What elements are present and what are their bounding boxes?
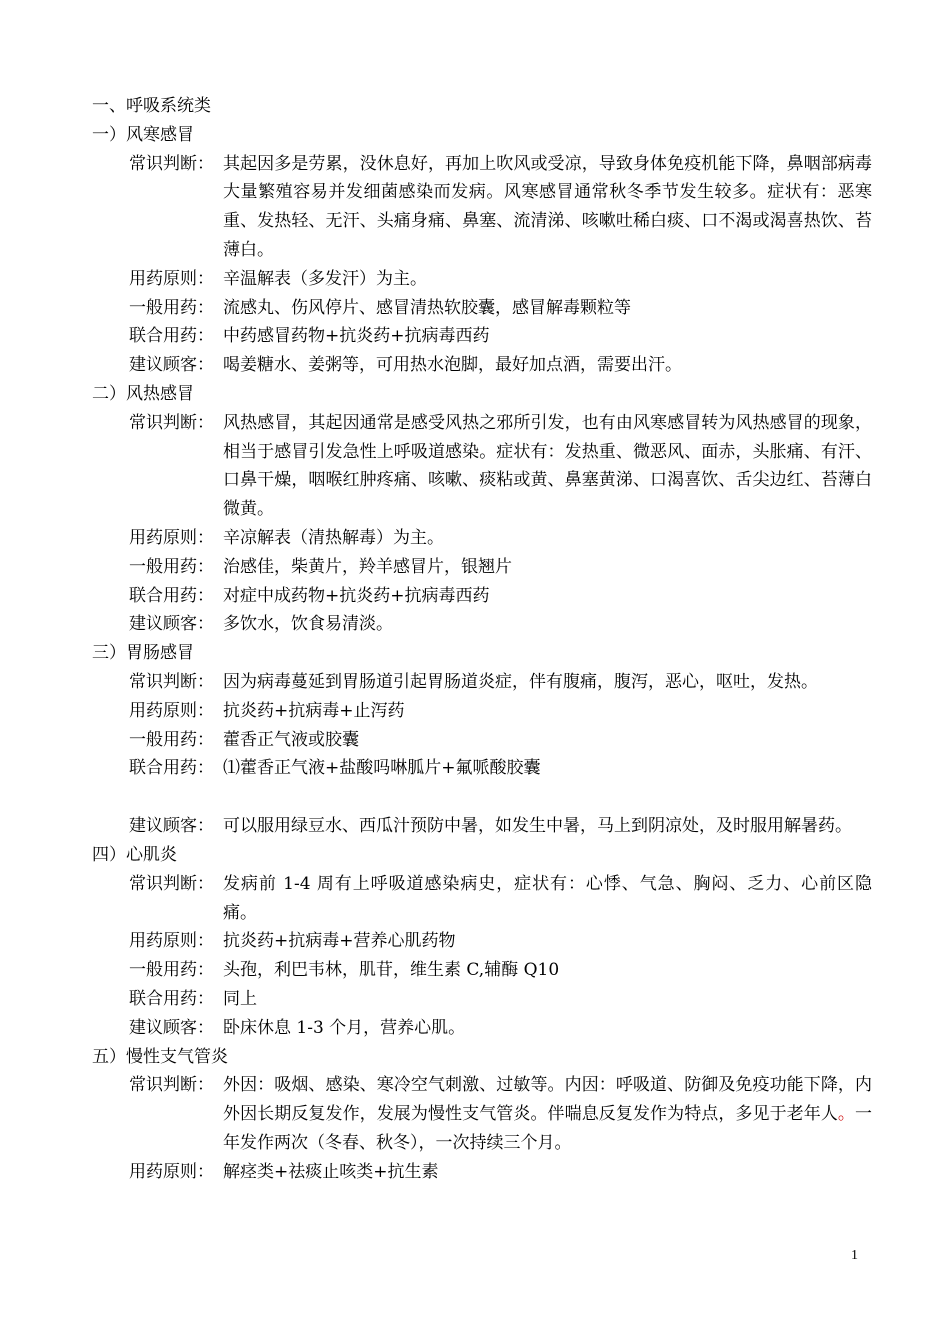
field-text-part: 外因：吸烟、感染、寒冷空气刺激、过敏等。内因：呼吸道、防御及免疫功能下降，内外因长期反复发作，发展为慢性支气管炎。伴喘息反复发作为特点，多见于老年人	[223, 1075, 872, 1125]
field-text: 可以服用绿豆水、西瓜汁预防中暑，如发生中暑，马上到阴凉处，及时服用解暑药。	[223, 816, 852, 837]
field-text-part: 一年发作两次（冬春、秋冬），一次持续三个月。	[223, 1104, 873, 1153]
field-text: 辛温解表（多发汗）为主。	[223, 268, 427, 289]
field-label: 常识判断：	[129, 412, 214, 433]
field-label: 用药原则：	[129, 700, 214, 721]
field-text: 抗炎药+抗病毒+止泻药	[223, 700, 405, 721]
field-text: ⑴藿香正气液+盐酸吗啉胍片+氟哌酸胶囊	[223, 758, 541, 779]
field-row	[129, 524, 872, 553]
field-label: 用药原则：	[129, 268, 214, 289]
field-row	[129, 1158, 872, 1187]
section-title: 一）风寒感冒	[92, 124, 194, 145]
field-text: 头孢，利巴韦林，肌苷，维生素 C,辅酶 Q10	[223, 960, 560, 981]
document-body	[92, 92, 872, 1186]
field-row	[129, 351, 872, 380]
field-label: 一般用药：	[129, 729, 214, 750]
field-label: 建议顾客：	[129, 355, 214, 376]
field-label: 建议顾客：	[129, 1017, 214, 1038]
field-label: 用药原则：	[129, 527, 214, 548]
chapter-heading: 一、呼吸系统类	[92, 96, 211, 116]
red-mark: 。	[837, 1104, 856, 1125]
field-row	[129, 870, 872, 928]
field-label: 常识判断：	[129, 153, 214, 174]
field-label: 一般用药：	[129, 960, 214, 981]
field-text: 藿香正气液或胶囊	[223, 729, 359, 750]
field-row	[129, 812, 872, 841]
field-row	[129, 668, 872, 697]
field-text: 发病前 1-4 周有上呼吸道感染病史，症状有：心悸、气急、胸闷、乏力、心前区隐痛。	[223, 873, 872, 923]
field-label: 联合用药：	[129, 585, 214, 606]
page-number: 1	[851, 1248, 858, 1263]
field-text: 解痉类+祛痰止咳类+抗生素	[223, 1161, 439, 1182]
field-row	[129, 610, 872, 639]
field-label: 常识判断：	[129, 671, 214, 692]
field-label: 联合用药：	[129, 758, 214, 779]
field-row	[129, 927, 872, 956]
field-row	[129, 150, 872, 265]
field-label: 一般用药：	[129, 556, 214, 577]
field-row	[129, 1014, 872, 1043]
field-text: 治感佳，柴黄片，羚羊感冒片，银翘片	[223, 556, 512, 577]
section-title: 三）胃肠感冒	[92, 643, 194, 664]
field-row	[129, 409, 872, 524]
field-label: 联合用药：	[129, 326, 214, 347]
field-text: 其起因多是劳累，没休息好，再加上吹风或受凉，导致身体免疫机能下降，鼻咽部病毒大量繁殖容易并发细菌感染而发病。风寒感冒通常秋冬季节发生较多。症状有：恶寒重、发热轻、无汗、头痛身痛、鼻塞、流清涕、咳嗽吐稀白痰、口不渴或渴喜热饮、苔薄白。	[223, 153, 872, 260]
field-label: 常识判断：	[129, 1075, 214, 1096]
field-label: 用药原则：	[129, 1161, 214, 1182]
field-text: 抗炎药+抗病毒+营养心肌药物	[223, 931, 456, 952]
field-row	[129, 985, 872, 1014]
field-text: 卧床休息 1-3 个月，营养心肌。	[223, 1017, 466, 1038]
field-text: 同上	[223, 988, 257, 1009]
field-row	[129, 294, 872, 323]
section-title: 四）心肌炎	[92, 844, 177, 865]
field-label: 建议顾客：	[129, 614, 214, 635]
field-row	[129, 582, 872, 611]
field-label: 用药原则：	[129, 931, 214, 952]
field-row	[129, 322, 872, 351]
field-text: 风热感冒，其起因通常是感受风热之邪所引发，也有由风寒感冒转为风热感冒的现象，相当于感冒引发急性上呼吸道感染。症状有：发热重、微恶风、面赤，头胀痛、有汗、口鼻干燥，咽喉红肿疼痛、咳嗽、痰粘或黄、鼻塞黄涕、口渴喜饮、舌尖边红、苔薄白微黄。	[223, 412, 872, 520]
field-row	[129, 265, 872, 294]
blank-line	[92, 783, 872, 812]
field-label: 联合用药：	[129, 988, 214, 1009]
field-row	[129, 1071, 872, 1157]
field-text: 因为病毒蔓延到胃肠道引起胃肠道炎症，伴有腹痛，腹泻，恶心，呕吐，发热。	[223, 671, 818, 692]
field-label: 一般用药：	[129, 297, 214, 318]
field-row	[129, 726, 872, 755]
field-text: 中药感冒药物+抗炎药+抗病毒西药	[223, 326, 490, 347]
field-text: 辛凉解表（清热解毒）为主。	[223, 527, 444, 548]
field-label: 建议顾客：	[129, 816, 214, 837]
field-text: 流感丸、伤风停片、感冒清热软胶囊，感冒解毒颗粒等	[223, 297, 631, 318]
field-text	[223, 1071, 872, 1157]
field-row	[129, 553, 872, 582]
section-title: 二）风热感冒	[92, 383, 194, 404]
field-text: 喝姜糖水、姜粥等，可用热水泡脚，最好加点酒，需要出汗。	[223, 355, 682, 376]
field-row	[129, 754, 872, 783]
field-label: 常识判断：	[129, 873, 214, 894]
field-text: 多饮水，饮食易清淡。	[223, 614, 393, 635]
field-text: 对症中成药物+抗炎药+抗病毒西药	[223, 585, 490, 606]
field-row	[129, 697, 872, 726]
section-title: 五）慢性支气管炎	[92, 1046, 228, 1067]
field-row	[129, 956, 872, 985]
